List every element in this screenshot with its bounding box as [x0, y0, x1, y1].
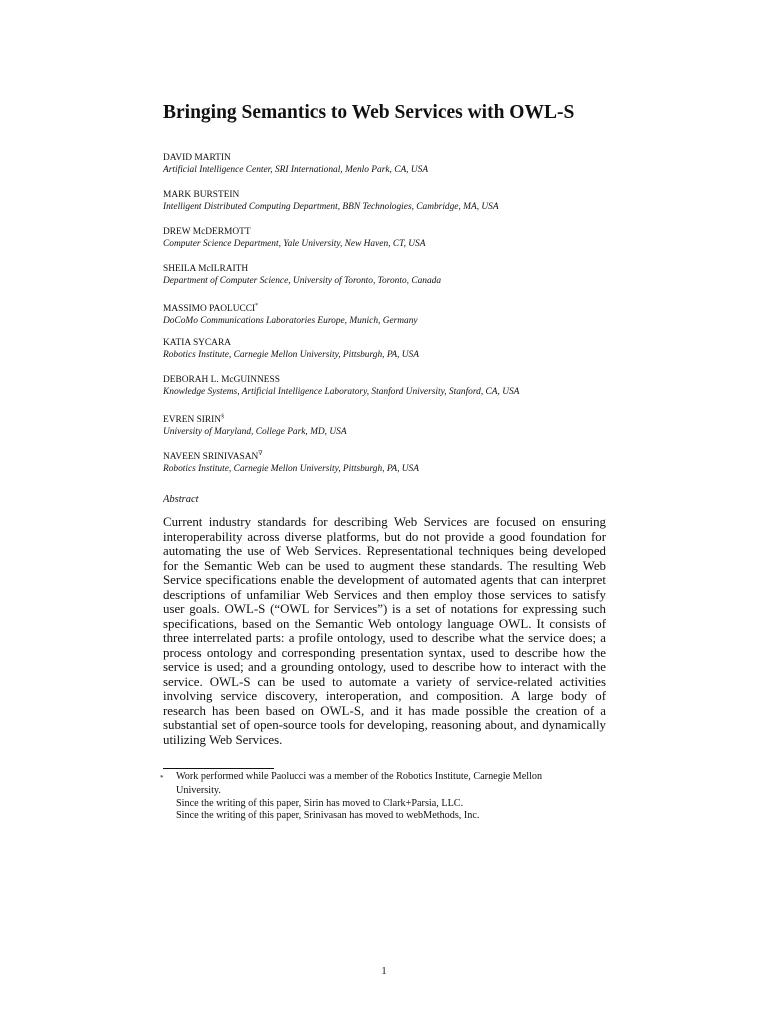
footnote-marker: ∇ — [258, 451, 263, 457]
footnote-line — [160, 798, 620, 811]
author-affiliation: Intelligent Distributed Computing Department, BBN Technologies, Cambridge, MA, USA — [163, 202, 499, 212]
author-affiliation: DoCoMo Communications Laboratories Europe, Munich, Germany — [163, 316, 418, 327]
author-entry — [163, 226, 723, 263]
footnote-text: University. — [176, 785, 221, 796]
footnote-line — [160, 785, 620, 798]
footnote-divider — [163, 768, 274, 769]
author-entry — [163, 448, 723, 485]
abstract-line: service is used; and a grounding ontology, used to describe how to interact with the — [163, 660, 606, 674]
author-affiliation: Robotics Institute, Carnegie Mellon University, Pittsburgh, PA, USA — [163, 350, 419, 360]
author-list — [163, 152, 723, 485]
author-name: MASSIMO PAOLUCCI* — [163, 303, 259, 315]
abstract-line: process ontology and corresponding presentation syntax, used to describe how the — [163, 645, 606, 660]
abstract-line: utilizing Web Services. — [163, 732, 283, 747]
abstract-line: Current industry standards for describing Web Services are focused on ensuring — [163, 515, 606, 529]
footnote-line — [160, 810, 620, 823]
abstract-line: specifications, based on the Semantic Web ontology language OWL. It consists of — [163, 616, 606, 631]
author-affiliation: Knowledge Systems, Artificial Intelligence Laboratory, Stanford University, Stanford, CA, USA — [163, 387, 520, 397]
abstract-line: research has been based on OWL-S, and it has made possible the creation of a — [163, 703, 606, 718]
author-entry — [163, 374, 723, 411]
footnote-text: Since the writing of this paper, Srinivasan has moved to webMethods, Inc. — [176, 810, 480, 821]
abstract-body — [163, 515, 606, 747]
paper-title: Bringing Semantics to Web Services with OWL-S — [163, 102, 575, 123]
page-number: 1 — [381, 966, 387, 977]
author-name: SHEILA McILRAITH — [163, 264, 249, 274]
author-entry — [163, 152, 723, 189]
author-name: MARK BURSTEIN — [163, 190, 240, 200]
author-entry — [163, 411, 723, 448]
author-name: NAVEEN SRINIVASAN∇ — [163, 451, 263, 463]
author-entry — [163, 337, 723, 374]
abstract-line: service. OWL-S can be used to automate a variety of service-related activities — [163, 674, 606, 689]
footnote-text: Work performed while Paolucci was a member of the Robotics Institute, Carnegie Mellon — [176, 771, 543, 782]
author-affiliation: Artificial Intelligence Center, SRI International, Menlo Park, CA, USA — [163, 165, 429, 175]
abstract-line: for the Semantic Web can be used to augment these standards. The resulting Web — [163, 558, 606, 573]
author-name: EVREN SIRIN§ — [163, 414, 225, 426]
footnote-text: Since the writing of this paper, Sirin has moved to Clark+Parsia, LLC. — [176, 797, 464, 809]
abstract-line: automating the use of Web Services. Representational techniques being developed — [163, 544, 606, 558]
author-affiliation: Computer Science Department, Yale University, New Haven, CT, USA — [163, 239, 426, 249]
footnote-marker: * — [255, 303, 259, 309]
abstract-line: involving service discovery, interoperation, and composition. A large body of — [163, 689, 606, 703]
author-name: DREW McDERMOTT — [163, 227, 251, 237]
abstract-line: interoperability across diverse platforms, but do not provide a good foundation for — [163, 529, 606, 544]
author-affiliation: University of Maryland, College Park, MD, USA — [163, 427, 347, 438]
footnote-marker: * — [160, 774, 164, 782]
author-entry — [163, 189, 723, 226]
author-name: DEBORAH L. McGUINNESS — [163, 375, 280, 385]
author-name: DAVID MARTIN — [163, 153, 231, 163]
author-entry — [163, 263, 723, 300]
abstract-line: three interrelated parts: a profile ontology, used to describe what the service does; a — [163, 631, 606, 645]
footnote-marker: § — [221, 414, 225, 420]
author-affiliation: Department of Computer Science, University of Toronto, Toronto, Canada — [163, 276, 442, 286]
author-affiliation: Robotics Institute, Carnegie Mellon University, Pittsburgh, PA, USA — [163, 464, 419, 475]
abstract-heading: Abstract — [163, 494, 199, 505]
abstract-line: descriptions of unfamiliar Web Services and then employ those services to satisfy — [163, 587, 606, 602]
author-entry — [163, 300, 723, 337]
abstract-line: Service specifications enable the development of automated agents that can interpret — [163, 573, 606, 587]
footnote-line — [160, 771, 620, 785]
author-name: KATIA SYCARA — [163, 338, 231, 348]
abstract-line: substantial set of open-source tools for developing, reasoning about, and dynamically — [163, 718, 606, 732]
footnotes — [160, 771, 620, 823]
abstract-line: user goals. OWL-S (“OWL for Services”) is a set of notations for expressing such — [163, 602, 606, 616]
